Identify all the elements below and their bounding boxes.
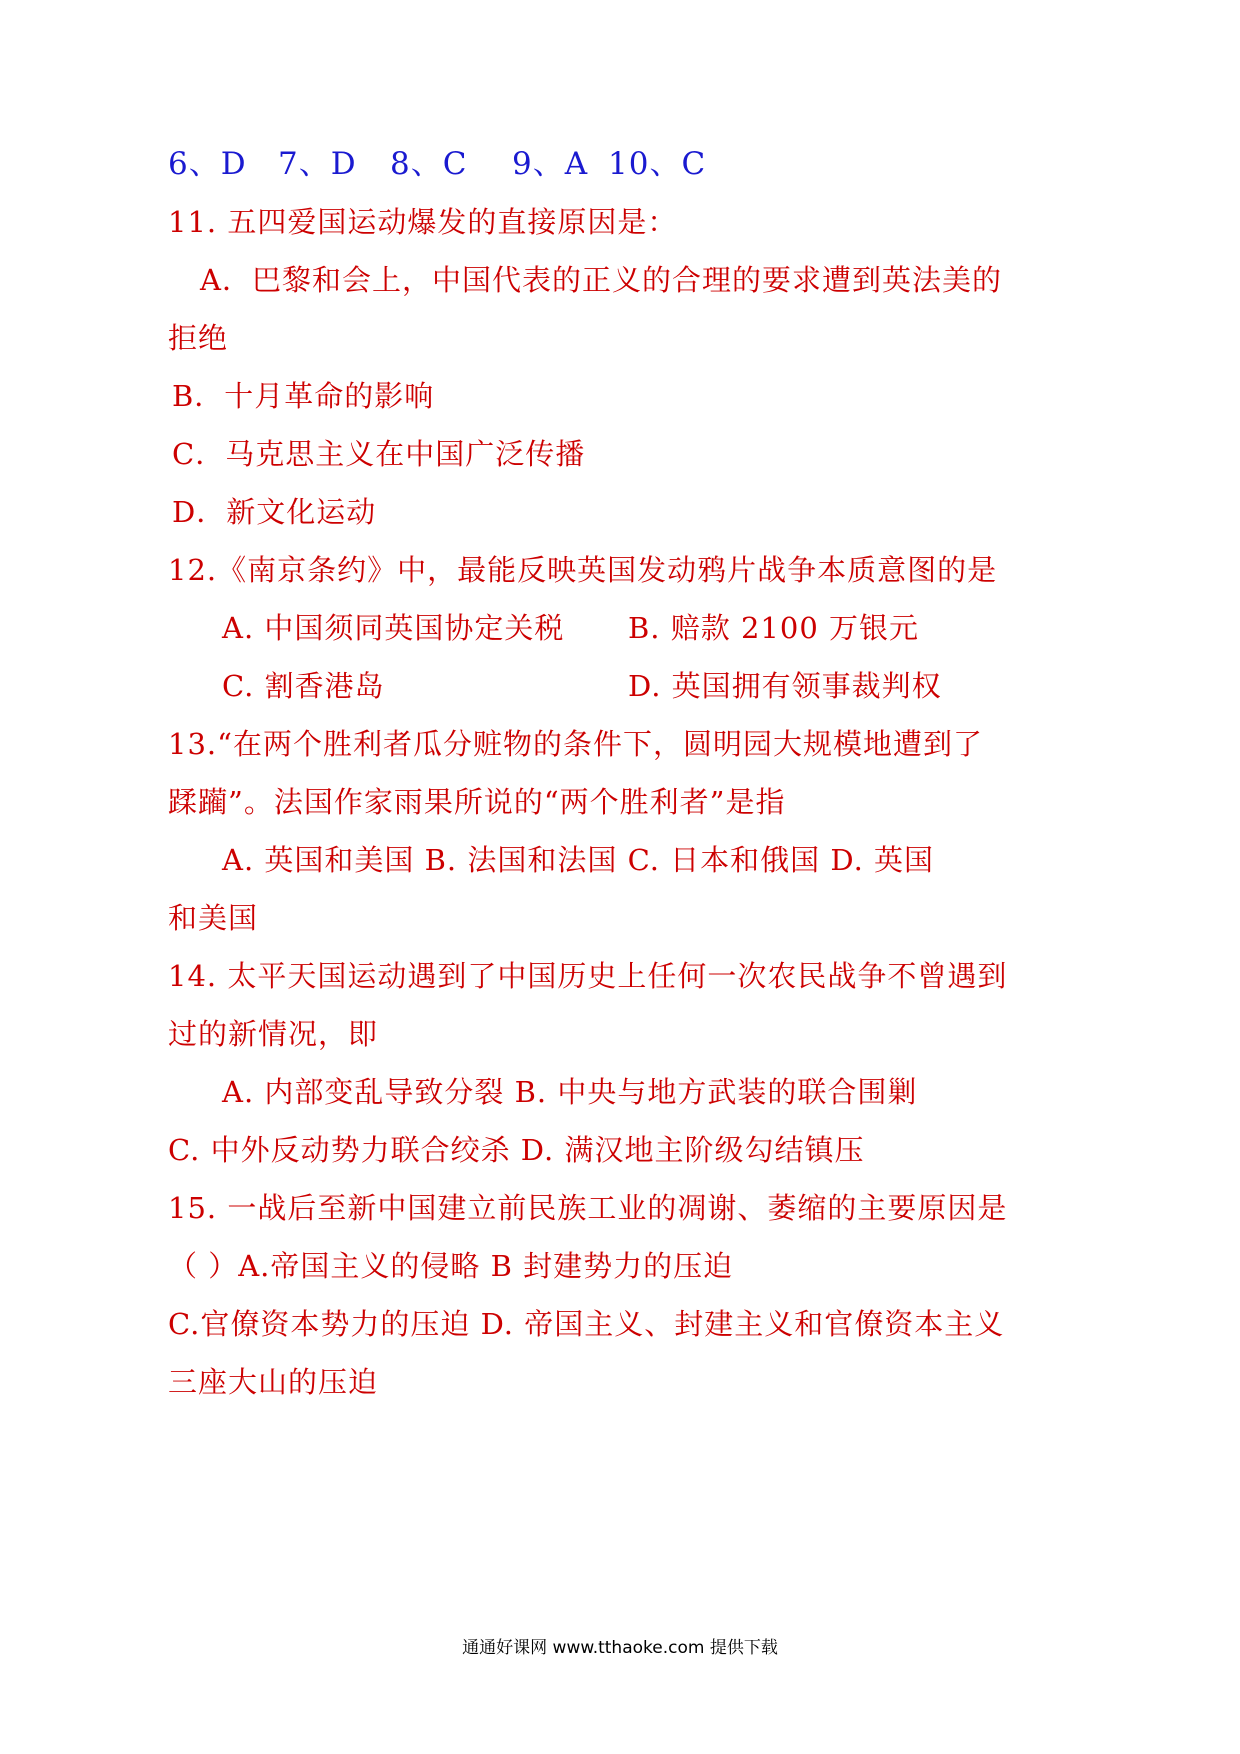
question-12-option-a: A. 中国须同英国协定关税 <box>222 611 565 645</box>
question-13-cont: 蹂躏”。法国作家雨果所说的“两个胜利者”是指 <box>168 785 786 819</box>
answer-9: 9、A <box>512 146 589 182</box>
question-13-options: A. 英国和美国 B. 法国和法国 C. 日本和俄国 D. 英国 <box>222 843 935 877</box>
question-11-option-a: A．巴黎和会上，中国代表的正义的合理的要求遭到英法美的 <box>200 263 1002 297</box>
question-11-option-a-cont: 拒绝 <box>168 321 229 355</box>
question-15-options-ab: （ ）A.帝国主义的侵略 B 封建势力的压迫 <box>168 1249 734 1283</box>
answer-7: 7、D <box>278 146 357 182</box>
question-11-option-d: D．新文化运动 <box>172 495 377 529</box>
question-13-options-cont: 和美国 <box>168 901 259 935</box>
answer-6: 6、D <box>168 146 247 182</box>
question-15-options-cd: C.官僚资本势力的压迫 D. 帝国主义、封建主义和官僚资本主义 <box>168 1307 1005 1341</box>
question-14-options-cd: C. 中外反动势力联合绞杀 D. 满汉地主阶级勾结镇压 <box>168 1133 865 1167</box>
question-14: 14. 太平天国运动遇到了中国历史上任何一次农民战争不曾遇到 <box>168 959 1008 993</box>
question-14-cont: 过的新情况，即 <box>168 1017 379 1051</box>
question-13: 13.“在两个胜利者瓜分赃物的条件下，圆明园大规模地遭到了 <box>168 727 983 761</box>
question-15-options-cont: 三座大山的压迫 <box>168 1365 379 1399</box>
answer-10: 10、C <box>608 146 707 182</box>
question-15: 15. 一战后至新中国建立前民族工业的凋谢、萎缩的主要原因是 <box>168 1191 1008 1225</box>
question-11: 11. 五四爱国运动爆发的直接原因是： <box>168 205 678 239</box>
question-12: 12.《南京条约》中，最能反映英国发动鸦片战争本质意图的是 <box>168 553 998 587</box>
answer-8: 8、C <box>390 146 468 182</box>
question-11-option-b: B．十月革命的影响 <box>172 379 435 413</box>
question-12-option-b: B. 赔款 2100 万银元 <box>628 611 919 645</box>
question-12-option-c: C. 割香港岛 <box>222 669 385 703</box>
page-footer: 通通好课网 www.tthaoke.com 提供下载 <box>462 1638 778 1658</box>
question-14-options-ab: A. 内部变乱导致分裂 B. 中央与地方武装的联合围剿 <box>222 1075 918 1109</box>
question-11-option-c: C．马克思主义在中国广泛传播 <box>172 437 586 471</box>
question-12-option-d: D. 英国拥有领事裁判权 <box>628 669 942 703</box>
